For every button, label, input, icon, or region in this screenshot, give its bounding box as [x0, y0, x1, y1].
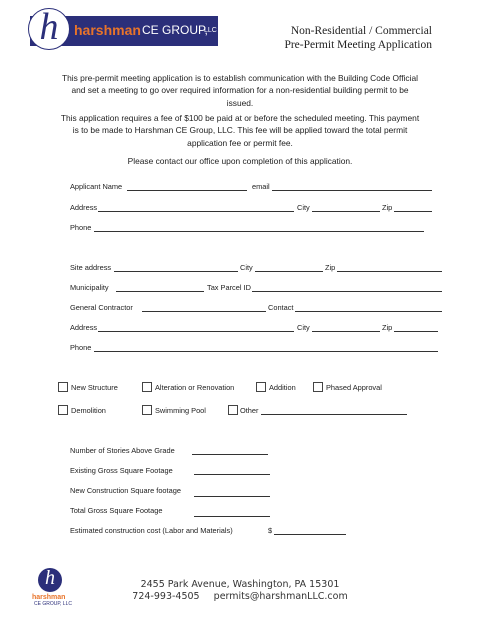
currency-symbol: $: [268, 526, 273, 535]
contractor-address-field[interactable]: [98, 331, 294, 332]
total-sqft-field[interactable]: [194, 516, 270, 517]
site-zip-label: Zip: [325, 263, 336, 272]
general-contractor-field[interactable]: [142, 311, 266, 312]
contractor-zip-field[interactable]: [394, 331, 438, 332]
contractor-zip-label: Zip: [382, 323, 393, 332]
document-title-line1: Non-Residential / Commercial: [290, 25, 432, 37]
stories-field[interactable]: [192, 454, 268, 455]
site-zip-field[interactable]: [337, 271, 442, 272]
new-construction-sqft-label: New Construction Square footage: [70, 486, 181, 495]
email-field[interactable]: [272, 190, 432, 191]
municipality-field[interactable]: [116, 291, 204, 292]
phased-approval-label: Phased Approval: [326, 383, 382, 392]
municipality-label: Municipality: [70, 283, 109, 292]
addition-checkbox[interactable]: [256, 382, 266, 392]
alteration-checkbox[interactable]: [142, 382, 152, 392]
applicant-address-field[interactable]: [98, 211, 294, 212]
other-field[interactable]: [261, 414, 407, 415]
addition-label: Addition: [269, 383, 296, 392]
footer-contact: [120, 591, 360, 602]
new-structure-label: New Structure: [71, 383, 118, 392]
email-label: email: [252, 182, 270, 191]
document-title-line2: Pre-Permit Meeting Application: [284, 39, 432, 51]
site-address-label: Site address: [70, 263, 112, 272]
contact-label: Contact: [268, 303, 294, 312]
applicant-city-label: City: [297, 203, 310, 212]
logo-llc: LLC: [204, 27, 217, 34]
footer-address: 2455 Park Avenue, Washington, PA 15301: [140, 579, 340, 590]
other-checkbox[interactable]: [228, 405, 238, 415]
existing-sqft-field[interactable]: [194, 474, 270, 475]
construction-cost-label: Estimated construction cost (Labor and Materials): [70, 526, 233, 535]
existing-sqft-label: Existing Gross Square Footage: [70, 466, 173, 475]
applicant-phone-field[interactable]: [94, 231, 424, 232]
contractor-city-label: City: [297, 323, 310, 332]
contractor-address-label: Address: [70, 323, 98, 332]
demolition-checkbox[interactable]: [58, 405, 68, 415]
intro-paragraph-2: This application requires a fee of $100 be paid at or before the scheduled meeting. This payment is to be made to Harshman CE Group, LLC. This fee will be applied toward the total permit application fee or permit fee.: [60, 113, 420, 148]
stories-label: Number of Stories Above Grade: [70, 446, 175, 455]
swimming-pool-checkbox[interactable]: [142, 405, 152, 415]
contractor-city-field[interactable]: [312, 331, 380, 332]
applicant-phone-label: Phone: [70, 223, 92, 232]
tax-parcel-label: Tax Parcel ID: [207, 283, 251, 292]
total-sqft-label: Total Gross Square Footage: [70, 506, 163, 515]
site-city-label: City: [240, 263, 253, 272]
site-address-field[interactable]: [114, 271, 238, 272]
intro-paragraph-3: Please contact our office upon completion of this application.: [127, 156, 353, 166]
applicant-address-label: Address: [70, 203, 98, 212]
general-contractor-label: General Contractor: [70, 303, 133, 312]
applicant-name-label: Applicant Name: [70, 182, 123, 191]
contractor-phone-label: Phone: [70, 343, 92, 352]
footer-logo-letter: h: [45, 567, 55, 589]
site-city-field[interactable]: [255, 271, 323, 272]
other-label: Other: [240, 406, 259, 415]
applicant-zip-label: Zip: [382, 203, 393, 212]
new-construction-sqft-field[interactable]: [194, 496, 270, 497]
demolition-label: Demolition: [71, 406, 106, 415]
tax-parcel-field[interactable]: [252, 291, 442, 292]
phased-approval-checkbox[interactable]: [313, 382, 323, 392]
construction-cost-field[interactable]: [274, 534, 346, 535]
applicant-zip-field[interactable]: [394, 211, 432, 212]
contractor-phone-field[interactable]: [94, 351, 438, 352]
footer-logo-name: harshman: [32, 594, 66, 601]
applicant-name-field[interactable]: [127, 190, 247, 191]
new-structure-checkbox[interactable]: [58, 382, 68, 392]
swimming-pool-label: Swimming Pool: [155, 406, 206, 415]
intro-paragraph-1: This pre-permit meeting application is to establish communication with the Building Code Official and set a meeting to go over required information for a non-residential building permit to be issued.: [62, 73, 418, 108]
alteration-label: Alteration or Renovation: [155, 383, 235, 392]
footer-logo-group: CE GROUP, LLC: [34, 601, 72, 607]
logo-group: CE GROUP,: [142, 23, 208, 37]
footer-email[interactable]: permits@harshmanLLC.com: [213, 591, 348, 602]
footer-phone: 724-993-4505: [132, 591, 200, 602]
logo-letter: h: [39, 6, 59, 48]
contact-field[interactable]: [295, 311, 442, 312]
logo-name: harshman: [74, 22, 141, 38]
applicant-city-field[interactable]: [312, 211, 380, 212]
